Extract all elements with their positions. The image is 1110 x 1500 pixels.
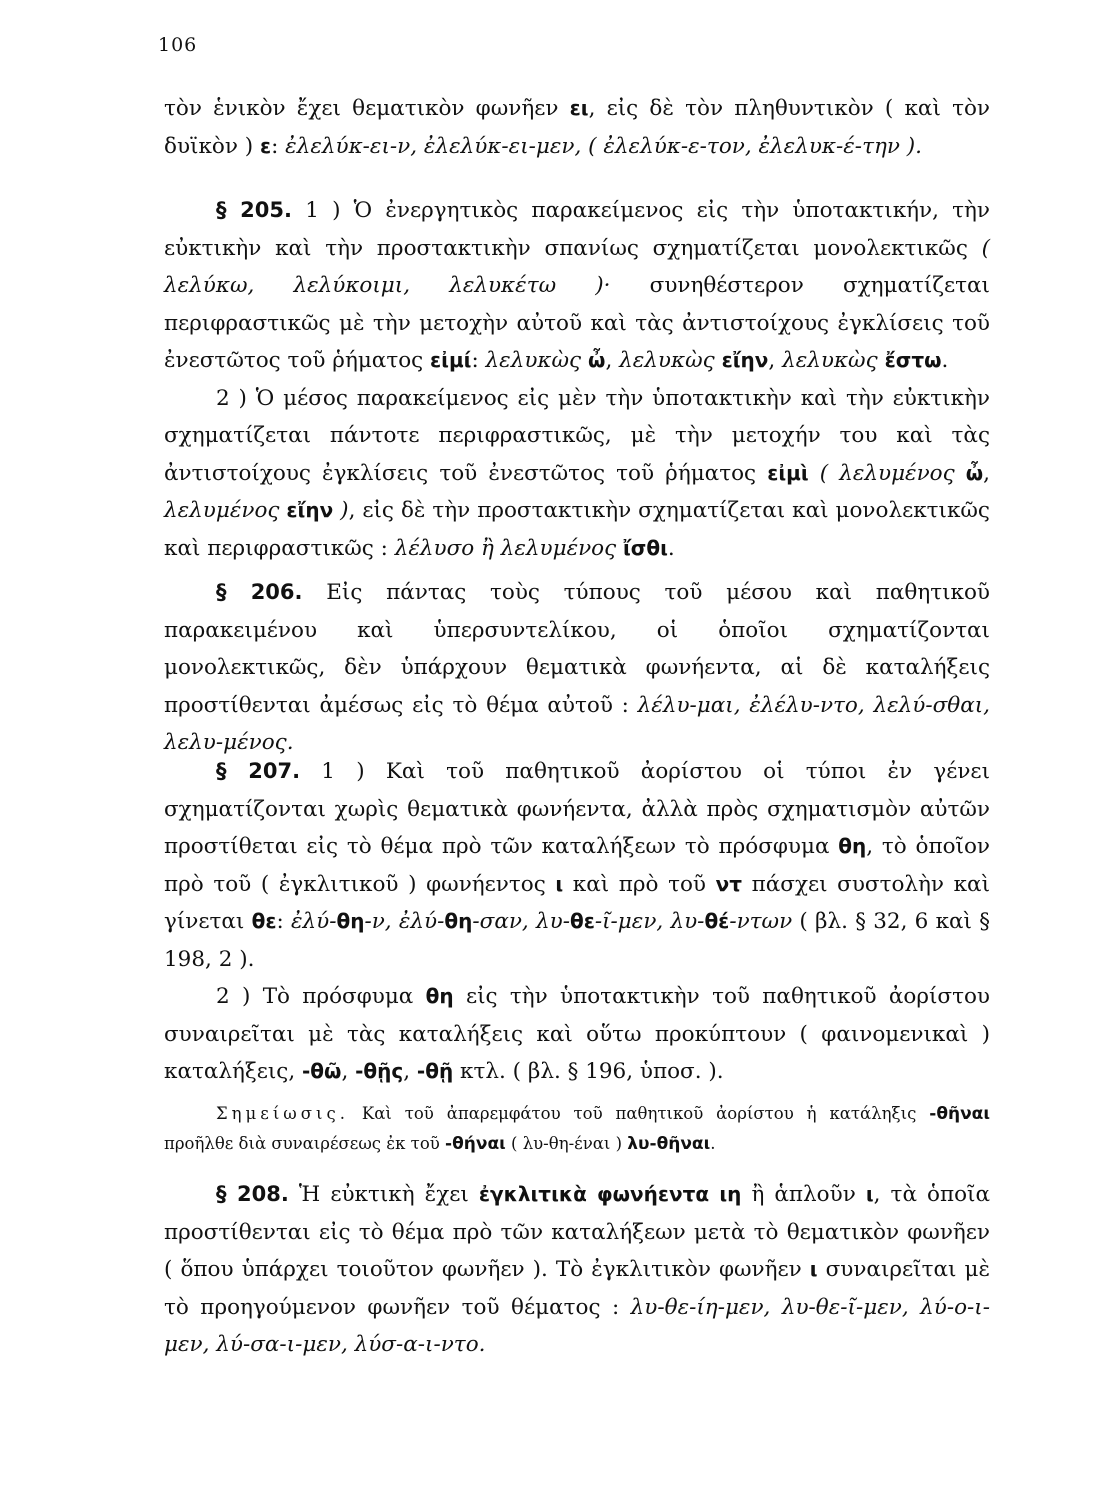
text-run: προῆλθε διὰ συναιρέσεως ἐκ τοῦ bbox=[164, 1133, 446, 1153]
example-forms: ) bbox=[333, 498, 349, 523]
example-forms: λελυκὼς bbox=[619, 348, 715, 373]
text-run: ( βλ. § 32, 6 καὶ § 198, 2 ). bbox=[164, 909, 990, 972]
example-forms: -ῖ-μεν, λυ- bbox=[594, 909, 705, 934]
text-run: ἢ ἁπλοῦν bbox=[741, 1182, 866, 1207]
example-forms: λελυκὼς bbox=[782, 348, 878, 373]
text-run: : bbox=[471, 348, 486, 373]
bold-term: ἐγκλιτικὰ φωνήεντα ιη bbox=[478, 1182, 742, 1206]
section-205 bbox=[164, 192, 990, 567]
text-run: τὸν ἑνικὸν ἔχει θεματικὸν φωνῆεν bbox=[164, 96, 570, 121]
bold-term: ε bbox=[259, 133, 272, 158]
text-run: ( λυ-θη-έναι ) bbox=[505, 1133, 628, 1153]
example-forms: -ντων bbox=[729, 909, 793, 934]
example-forms: λέλυ-μαι, ἐλέλυ-ντο, λελύ-σθαι, λελυ-μένος. bbox=[164, 692, 991, 755]
text-run: συναιρεῖται μὲ τὸ προηγούμενον φωνῆεν τοῦ θέματος : bbox=[164, 1257, 990, 1320]
bold-term: ντ bbox=[715, 871, 743, 896]
section-206 bbox=[164, 574, 990, 762]
example-forms: λελυκὼς bbox=[485, 348, 582, 373]
text-run: Καὶ τοῦ ἀπαρεμφάτου τοῦ παθητικοῦ ἀορίστου ἡ κατάληξις bbox=[348, 1103, 930, 1123]
bold-term: θέ bbox=[704, 909, 730, 933]
example-forms: -σαν, λυ- bbox=[472, 909, 570, 934]
bold-term: ι bbox=[555, 871, 564, 896]
bold-term: θε bbox=[251, 909, 277, 933]
example-forms: ( λελύκω, λελύκοιμι, λελυκέτω )· bbox=[164, 235, 990, 298]
bold-term: εἰμί bbox=[430, 348, 472, 372]
text-run: , bbox=[605, 348, 620, 373]
text-run: 1 ) Καὶ τοῦ παθητικοῦ ἀορίστου οἱ τύποι ἐν γένει σχηματίζονται χωρὶς θεματικὰ φωνήεντα, ἀλλὰ πρὸς σχηματισμὸν αὐτῶν προστίθεται εἰς τὸ θέμα πρὸ τῶν καταλήξεων τὸ πρόσφυμα bbox=[164, 759, 990, 859]
text-run: πάσχει συστολὴν καὶ γίνεται bbox=[164, 871, 990, 934]
text-run: συνηθέστερον σχηματίζεται περιφραστικῶς μὲ τὴν μετοχὴν αὐτοῦ καὶ τὰς ἀντιστοίχους ἐγκλίσεις τοῦ ἐνεστῶτος τοῦ ῥήματος bbox=[164, 273, 990, 373]
text-run: , bbox=[403, 1059, 417, 1084]
page-number: 106 bbox=[158, 34, 198, 56]
text-run: . bbox=[941, 348, 949, 373]
section-207 bbox=[164, 753, 990, 1091]
bold-term: εἴην bbox=[714, 348, 769, 372]
example-forms: -ν, ἐλύ- bbox=[364, 909, 445, 934]
example-forms: λέλυσο ἢ λελυμένος bbox=[394, 535, 623, 561]
text-run: : bbox=[271, 133, 286, 159]
bold-term: ἔστω bbox=[877, 348, 942, 372]
text-run: , bbox=[768, 348, 783, 373]
bold-term: ι bbox=[865, 1182, 874, 1206]
example-forms: ἐλύ- bbox=[290, 909, 337, 934]
section-number: § 207. bbox=[216, 759, 301, 783]
text-run: , bbox=[341, 1059, 356, 1084]
bold-term: ἴσθι bbox=[623, 535, 668, 560]
paragraph-continuation bbox=[164, 90, 990, 165]
text-run: καὶ πρὸ τοῦ bbox=[563, 871, 716, 897]
text-run: . bbox=[667, 535, 675, 561]
note-paragraph bbox=[164, 1082, 990, 1175]
example-forms: ( λελυμένος bbox=[808, 460, 966, 486]
text-run: 2 ) Ὁ μέσος παρακείμενος εἰς μὲν τὴν ὑποτακτικὴν καὶ τὴν εὐκτικὴν σχηματίζεται πάντοτε περιφραστικῶς, μὲ τὴν μετοχήν του καὶ τὰς ἀντιστοίχους ἐγκλίσεις τοῦ ἐνεστῶτος τοῦ ῥήματος bbox=[164, 385, 990, 486]
bold-term: ὦ bbox=[581, 348, 606, 372]
bold-term: ὦ bbox=[965, 460, 984, 485]
example-forms: λυ-θε-ίη-μεν, λυ-θε-ῖ-μεν, λύ-ο-ι-μεν, λύ-σα-ι-μεν, λύσ-α-ι-ντο. bbox=[164, 1294, 990, 1357]
text-run: 1 ) Ὁ ἐνεργητικὸς παρακείμενος εἰς τὴν ὑποτακτικήν, τὴν εὐκτικὴν καὶ τὴν προστακτικὴν σπανίως σχηματίζεται μονολεκτικῶς bbox=[164, 198, 991, 261]
text-run: , bbox=[983, 460, 990, 486]
text-run: εἰς τὴν ὑποτακτικὴν τοῦ παθητικοῦ ἀορίστου συναιρεῖται μὲ τὰς καταλήξεις καὶ οὕτω προκύπτουν ( φαινομενικαὶ ) καταλήξεις, bbox=[164, 984, 990, 1084]
section-number: § 206. bbox=[216, 580, 303, 604]
example-forms: λελυμένος bbox=[164, 498, 287, 523]
text-run: Εἰς πάντας τοὺς τύπους τοῦ μέσου καὶ παθητικοῦ παρακειμένου καὶ ὑπερσυντελίκου, οἱ ὁποῖοι σχηματίζονται μονολεκτικῶς, δὲν ὑπάρχουν θεματικὰ φωνήεντα, αἱ δὲ καταλήξεις προστίθενται ἀμέσως εἰς τὸ θέμα αὐτοῦ : bbox=[164, 580, 991, 718]
text-run: , τὰ ὁποῖα προστίθενται εἰς τὸ θέμα πρὸ τῶν καταλήξεων μετὰ τὸ θεματικὸν φωνῆεν ( ὅπου ὑπάρχει τοιοῦτον φωνῆεν ). Τὸ ἐγκλιτικὸν φωνῆεν bbox=[164, 1182, 990, 1282]
example-forms: ἐλελύκ-ει-ν, ἐλελύκ-ει-μεν, ( ἐλελύκ-ε-τον, ἐλελυκ-έ-την ). bbox=[285, 133, 922, 159]
bold-term: ι bbox=[809, 1257, 818, 1281]
bold-term: θε bbox=[569, 909, 595, 933]
bold-term: -θήναι bbox=[445, 1133, 506, 1154]
text-run: Ἡ εὐκτικὴ ἔχει bbox=[288, 1182, 479, 1207]
bold-term: -θῇ bbox=[416, 1059, 454, 1083]
text-run: , τὸ ὁποῖον πρὸ τοῦ ( ἐγκλιτικοῦ ) φωνήεντος bbox=[164, 834, 990, 897]
bold-term: εἰμὶ bbox=[767, 460, 809, 485]
text-run: . bbox=[710, 1133, 716, 1153]
section-208 bbox=[164, 1176, 990, 1364]
bold-term: -θῶ bbox=[302, 1059, 342, 1083]
bold-term: θη bbox=[425, 984, 454, 1008]
text-run: 2 ) Τὸ πρόσφυμα bbox=[216, 984, 426, 1009]
section-number: § 205. bbox=[216, 198, 292, 222]
bold-term: θη bbox=[838, 834, 867, 858]
bold-term: ει bbox=[569, 96, 589, 120]
bold-term: θη bbox=[336, 909, 365, 933]
text-run: , εἰς δὲ τὴν προστακτικὴν σχηματίζεται καὶ μονολεκτικῶς καὶ περιφραστικῶς : bbox=[164, 498, 990, 561]
section-number: § 208. bbox=[216, 1182, 289, 1206]
bold-term: θη bbox=[444, 909, 473, 933]
bold-term: -θῇς bbox=[355, 1059, 404, 1083]
bold-term: λυ-θῆναι bbox=[627, 1133, 711, 1154]
text-run: , εἰς δὲ τὸν πληθυντικὸν ( καὶ τὸν δυϊκὸν ) bbox=[164, 96, 990, 159]
bold-term: εἴην bbox=[286, 498, 334, 522]
text-run: κτλ. ( βλ. § 196, ὑποσ. ). bbox=[453, 1059, 724, 1084]
bold-term: -θῆναι bbox=[929, 1103, 990, 1124]
note-label: Σημείωσις. bbox=[216, 1103, 349, 1123]
text-run: : bbox=[276, 909, 291, 934]
